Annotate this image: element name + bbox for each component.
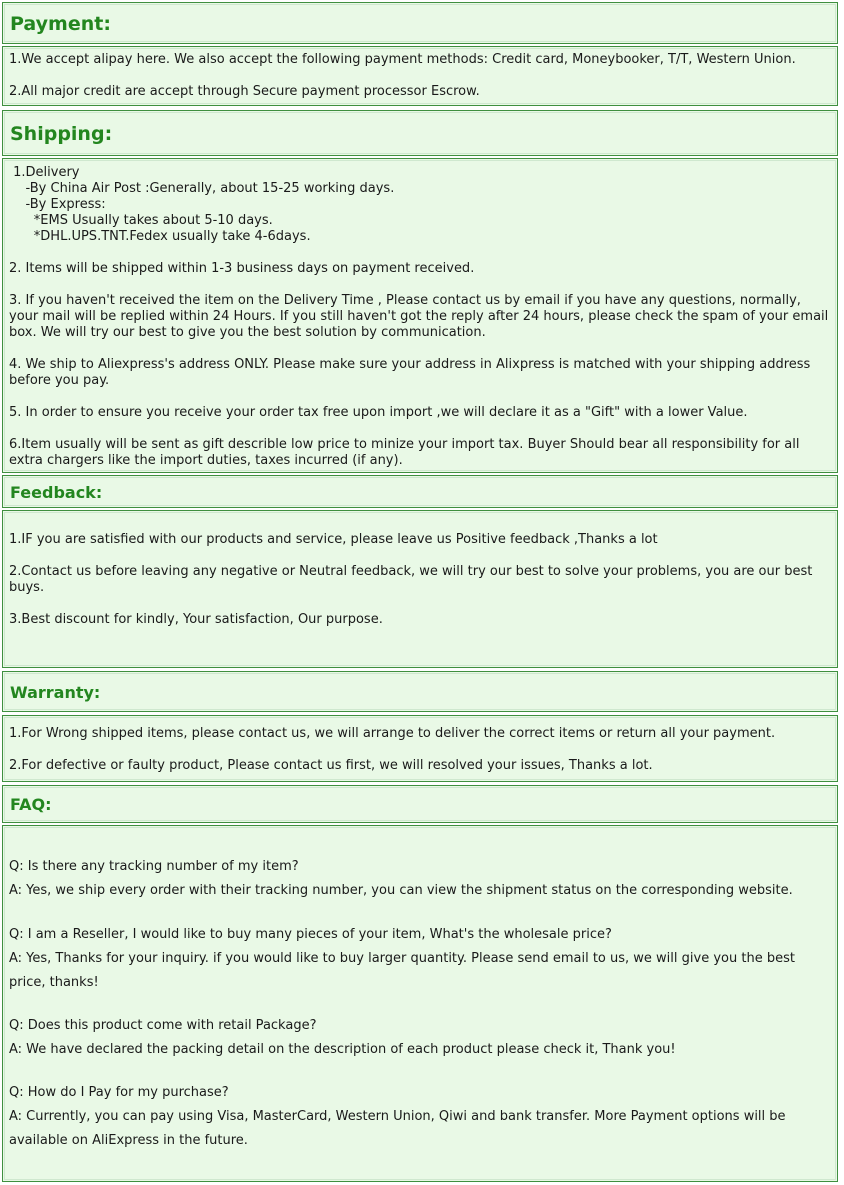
shipping-delivery-4: *EMS Usually takes about 5-10 days. bbox=[9, 213, 273, 228]
faq-body bbox=[2, 825, 838, 1182]
shipping-item-6: 6.Item usually will be sent as gift describle low price to minize your import tax. Buyer Should bear all responsibility for all extra chargers like the import duties, taxes incurred (if any). bbox=[9, 437, 804, 468]
payment-body bbox=[2, 46, 838, 106]
faq-answer-4: A: Currently, you can pay using Visa, MasterCard, Western Union, Qiwi and bank transfer. More Payment options will be available on AliExpress in the future. bbox=[9, 1109, 790, 1148]
feedback-line-3: 3.Best discount for kindly, Your satisfaction, Our purpose. bbox=[9, 612, 383, 627]
warranty-line-2: 2.For defective or faulty product, Please contact us first, we will resolved your issues, Thanks a lot. bbox=[9, 758, 653, 773]
faq-answer-3: A: We have declared the packing detail on the description of each product please check it, Thank you! bbox=[9, 1042, 676, 1057]
payment-line-2: 2.All major credit are accept through Secure payment processor Escrow. bbox=[9, 84, 480, 99]
faq-answer-2: A: Yes, Thanks for your inquiry. if you would like to buy larger quantity. Please send email to us, we will give you the best price, thanks! bbox=[9, 951, 800, 990]
feedback-body bbox=[2, 510, 838, 668]
faq-question-2: Q: I am a Reseller, I would like to buy many pieces of your item, What's the wholesale price? bbox=[9, 927, 612, 942]
shipping-delivery-5: *DHL.UPS.TNT.Fedex usually take 4-6days. bbox=[9, 229, 311, 244]
faq-answer-1: A: Yes, we ship every order with their tracking number, you can view the shipment status on the corresponding website. bbox=[9, 883, 793, 898]
feedback-line-2: 2.Contact us before leaving any negative or Neutral feedback, we will try our best to solve your problems, you are our best buys. bbox=[9, 564, 817, 595]
shipping-title: Shipping: bbox=[10, 123, 113, 145]
warranty-body bbox=[2, 715, 838, 782]
warranty-title: Warranty: bbox=[10, 683, 101, 702]
feedback-header bbox=[2, 475, 838, 508]
shipping-item-2: 2. Items will be shipped within 1-3 business days on payment received. bbox=[9, 261, 475, 276]
feedback-line-1: 1.IF you are satisfied with our products and service, please leave us Positive feedback ,Thanks a lot bbox=[9, 532, 658, 547]
shipping-body bbox=[2, 158, 838, 473]
warranty-header bbox=[2, 671, 838, 712]
shipping-item-3: 3. If you haven't received the item on the Delivery Time , Please contact us by email if you have any questions, normally, your mail will be replied within 24 Hours. If you still haven't got the reply after 24 hours, please check the spam of your email box. We will try our best to give you the best solution by communication. bbox=[9, 293, 833, 340]
faq-title: FAQ: bbox=[10, 795, 52, 814]
payment-line-1: 1.We accept alipay here. We also accept the following payment methods: Credit card, Moneybooker, T/T, Western Union. bbox=[9, 52, 796, 67]
warranty-line-1: 1.For Wrong shipped items, please contact us, we will arrange to deliver the correct items or return all your payment. bbox=[9, 726, 776, 741]
shipping-delivery-2: -By China Air Post :Generally, about 15-25 working days. bbox=[9, 181, 395, 196]
shipping-item-5: 5. In order to ensure you receive your order tax free upon import ,we will declare it as a "Gift" with a lower Value. bbox=[9, 405, 748, 420]
faq-question-4: Q: How do I Pay for my purchase? bbox=[9, 1085, 229, 1100]
faq-question-1: Q: Is there any tracking number of my item? bbox=[9, 859, 299, 874]
shipping-item-4: 4. We ship to Aliexpress's address ONLY. Please make sure your address in Alixpress is matched with your shipping address before you pay. bbox=[9, 357, 815, 388]
faq-question-3: Q: Does this product come with retail Package? bbox=[9, 1018, 317, 1033]
payment-header bbox=[2, 2, 838, 44]
shipping-delivery-3: -By Express: bbox=[9, 197, 106, 212]
feedback-title: Feedback: bbox=[10, 483, 103, 502]
payment-title: Payment: bbox=[10, 13, 111, 35]
shipping-header bbox=[2, 110, 838, 156]
shipping-delivery-1: 1.Delivery bbox=[9, 165, 80, 180]
faq-header bbox=[2, 785, 838, 823]
